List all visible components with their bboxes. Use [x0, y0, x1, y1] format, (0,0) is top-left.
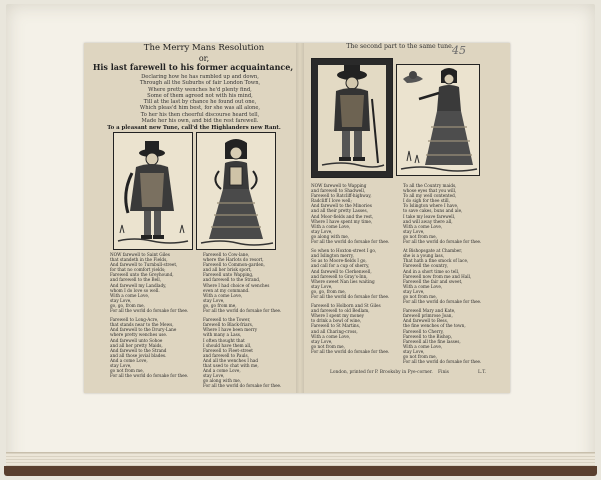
verse-line: stay Love,: [403, 348, 425, 354]
woodcut-woman-pointing: [396, 64, 480, 176]
verse-line: Where I have spent my time,: [311, 218, 373, 224]
verse-line: to save cakes, buns and ale,: [403, 208, 463, 214]
verse-line: With a come Love,: [403, 223, 443, 229]
verse-line: Where I spent my money: [311, 313, 364, 319]
verse-line: she is a young lass,: [403, 253, 445, 259]
verse-line: go along with me,: [311, 233, 350, 239]
verse-line: Farewell unto Wapping,: [203, 272, 254, 278]
verse-line: and will away there all,: [403, 218, 453, 224]
verse-line: And farewell to the Drury-Lane: [110, 327, 177, 333]
verse-line: I should have them all,: [203, 342, 252, 348]
intro-line: Declaring how he has rambled up and down,: [141, 74, 259, 80]
verse-line: Farewell the fair and sweet,: [403, 278, 463, 284]
verse-line: Where sweet Nan lies waiting: [311, 278, 375, 284]
woodcut-man-staff: [311, 58, 393, 178]
verse-line: Farewell now from me and Hall,: [403, 273, 472, 279]
imprint: London, printed for P. Brooksby in Pye-corner.: [330, 370, 433, 375]
verse-line: For all the world do forsake for thee.: [311, 239, 390, 245]
verse-line: Radcliff I love well;: [311, 198, 352, 204]
verse-line: and farewell to Gray's-Inn,: [311, 273, 368, 279]
verse-line: and farewell to Shadwell,: [311, 188, 366, 194]
verse-line: Farewell to St Martins,: [311, 323, 361, 329]
verse-line: for that no comfort yields;: [110, 267, 166, 273]
verse-line: stay Love,: [403, 228, 425, 234]
verse-line: I often thought that: [203, 337, 245, 343]
verse-line: I take my leave farewell,: [403, 213, 456, 219]
verse-line: Farewell to Common-garden,: [203, 262, 265, 268]
verse-line: For all the world do forsake for thee.: [203, 383, 282, 389]
verse-line: For all the world do forsake for thee.: [311, 293, 390, 299]
verse-line: Farewell to Fleet-street: [203, 347, 253, 353]
verse-line: With a come Love,: [403, 283, 443, 289]
verse-line: and farewell to old Bedlam,: [311, 308, 370, 314]
verse-line: To Islington where I have,: [403, 203, 459, 209]
verse-line: that standeth in the Fields,: [110, 257, 168, 263]
verse-line: For all the world do forsake for thee.: [403, 239, 482, 245]
verse-line: Farewell to Holborn and St Giles: [311, 303, 381, 309]
verse-line: For all the world do forsake for thee.: [311, 348, 390, 354]
verse-line: go not from me,: [110, 368, 144, 374]
verse-line: go not from me,: [403, 233, 437, 239]
verse-line: and Islington merry,: [311, 253, 354, 259]
verse-column-2: [203, 252, 295, 388]
verse-line: go not from me,: [311, 343, 345, 349]
printer-initials: L.T.: [478, 370, 486, 375]
verse-line: And a come Love,: [203, 368, 241, 374]
verse-line: And farewell to Turnbull-street,: [110, 262, 178, 268]
verse-line: For all the world do forsake for thee.: [203, 308, 282, 314]
verse-line: and call for a cup of sherry,: [311, 263, 370, 269]
verse-line: with many a Lass,: [203, 332, 242, 338]
verse-line: At Bishopsgate at Chamber,: [403, 248, 463, 254]
verse-line: stay Love,: [403, 288, 425, 294]
verse-line: go, go from me,: [203, 302, 237, 308]
verse-line: Farewell to Long-Acre,: [110, 317, 159, 323]
verse-column-3: [311, 183, 401, 354]
verse-line: To all my well contented,: [403, 193, 457, 199]
verse-line: Farewell Mary and Kate,: [403, 308, 456, 314]
verse-line: And farewell to Clerkenwell,: [311, 268, 372, 274]
verse-line: whom I do love so well.: [110, 287, 160, 293]
verse-line: stay Love,: [311, 228, 333, 234]
intro-line: Which pleas'd him best, for she was all alone,: [139, 105, 261, 112]
verse-line: Where I had choice of wenches: [203, 282, 270, 288]
verse-line: go not from me,: [403, 293, 437, 299]
finis: Finis: [438, 370, 449, 375]
verse-line: With a come Love,: [110, 292, 150, 298]
verse-line: For all the world do forsake for thee.: [110, 373, 189, 379]
verse-column-4: [403, 183, 493, 364]
ballad-or: or,: [198, 54, 210, 63]
verse-line: For all the world do forsake for thee.: [403, 359, 482, 365]
verse-line: That hath a fine smock of lace,: [403, 258, 469, 264]
verse-line: And farewell my Landlady,: [110, 282, 167, 288]
verse-line: With a come Love,: [311, 223, 351, 229]
intro-line: Made her his own, and bid the rest farewell.: [141, 118, 259, 125]
verse-line: With a come Love,: [311, 333, 351, 339]
verse-line: and all her pretty Maids,: [110, 342, 163, 348]
verse-line: Farewell unto the Greyhound,: [110, 272, 174, 278]
second-part-title: The second part to the same tune.: [346, 43, 454, 50]
verse-line: farewell to Black-friars,: [203, 322, 254, 328]
verse-column-1: [110, 252, 200, 378]
verse-line: Where I have been merry: [203, 327, 258, 333]
woman-pointing-figure-icon: [397, 65, 479, 175]
verse-line: So as to Moore-fields I go,: [311, 258, 367, 264]
verse-line: even at my command.: [203, 287, 250, 293]
verse-line: farewell primrose Joan,: [403, 313, 453, 319]
verse-line: and all their pretty Lasses,: [311, 208, 368, 214]
verse-line: and farewell to the Bell,: [110, 277, 162, 283]
verse-line: And Moor-fields and the rest,: [311, 213, 374, 219]
verse-line: Farewell to the Tower,: [203, 317, 251, 323]
tune-line: To a pleasant new Tune, call'd the Highlanders new Rant.: [107, 125, 281, 131]
woodcut-woman-gown: [196, 132, 276, 250]
intro-line: Through all the Suburbs of fair London Town,: [139, 80, 261, 87]
verse-line: and all her brisk sport,: [203, 267, 252, 273]
verse-line: To all the Country maids,: [403, 183, 457, 188]
verse-line: where pretty wenches use.: [110, 332, 168, 338]
verse-line: the fine wenches of the town,: [403, 323, 466, 329]
verse-line: Farewell all the fine lasses,: [403, 338, 461, 344]
man-with-staff-figure-icon: [312, 59, 392, 177]
verse-line: Farewell to Ratcliff-highway,: [311, 193, 372, 199]
verse-line: stay Love,: [110, 297, 132, 303]
verse-line: And in a short time so tell,: [403, 268, 460, 274]
verse-line: to drink a bowl of wine,: [311, 318, 362, 324]
verse-line: stay Love,: [311, 283, 333, 289]
verse-line: I do sigh for thee still,: [403, 198, 450, 204]
verse-line: that used to chat with me,: [203, 362, 259, 368]
verse-line: stay Love,: [203, 373, 225, 379]
woodcut-man-cloak: [113, 132, 193, 250]
verse-line: stay Love,: [203, 297, 225, 303]
woman-in-gown-figure-icon: [197, 133, 275, 249]
verse-line: NOW farewell to Wapping: [311, 183, 367, 188]
verse-line: And farewell to the Minories: [311, 203, 372, 209]
verse-line: Farewell the country,: [403, 263, 448, 269]
verse-line: With a come Love,: [203, 292, 243, 298]
ballad-subtitle: His last farewell to his former acquaintance,: [92, 62, 294, 72]
intro-line: To her his then cheerful discourse heard tell,: [140, 111, 260, 118]
verse-line: go along with me,: [203, 378, 242, 384]
intro-line: Some of them agreed not with his mind,: [147, 92, 253, 99]
verse-line: For all the world do forsake for thee.: [110, 308, 189, 314]
verse-line: that stands near to the Mews,: [110, 322, 174, 328]
verse-line: go, go, from me,: [110, 302, 145, 308]
verse-line: Farewell to Cherry,: [403, 328, 444, 334]
intro-line: Where pretty wenches he'd plenty find,: [148, 86, 252, 93]
verse-line: stay Love,: [311, 338, 333, 344]
verse-line: NOW farewell to Saint Giles: [110, 252, 170, 257]
verse-line: and all those jovial blades.: [110, 352, 167, 358]
verse-line: For all the world do forsake for thee.: [403, 299, 482, 305]
verse-line: where the Harlots do resort,: [203, 257, 264, 263]
verse-line: and farewell to the Strand,: [203, 277, 261, 283]
verse-line: go not from me,: [403, 354, 437, 359]
verse-line: And all the wenches I had: [203, 357, 259, 363]
verse-line: And a come Love,: [110, 357, 148, 363]
verse-line: Farewell to the Bishop,: [403, 333, 453, 339]
verse-line: go, go, from me,: [311, 288, 346, 294]
verse-line: Farewell to Cow-lane,: [203, 252, 250, 257]
handwritten-number: 45: [452, 44, 466, 57]
verse-line: And farewell to Bess,: [403, 318, 449, 324]
intro-line: Till at the last by chance he found out one,: [143, 99, 257, 106]
man-in-cloak-figure-icon: [114, 133, 192, 249]
verse-line: whose eyes that you will,: [403, 188, 457, 194]
verse-line: With a come Love,: [403, 343, 443, 349]
verse-line: and all Charing-cross,: [311, 328, 358, 334]
verse-line: stay Love,: [110, 362, 132, 368]
verse-line: And farewell to the Strand: [110, 347, 167, 353]
verse-line: And farewell unto Sohoe: [110, 337, 163, 343]
verse-line: and farewell to Pauls,: [203, 352, 249, 358]
book-cover: [4, 466, 597, 476]
ballad-intro: [100, 74, 300, 124]
ballad-title: The Merry Mans Resolution: [143, 43, 265, 53]
verse-line: So when to Hoxton-street I go,: [311, 248, 377, 254]
